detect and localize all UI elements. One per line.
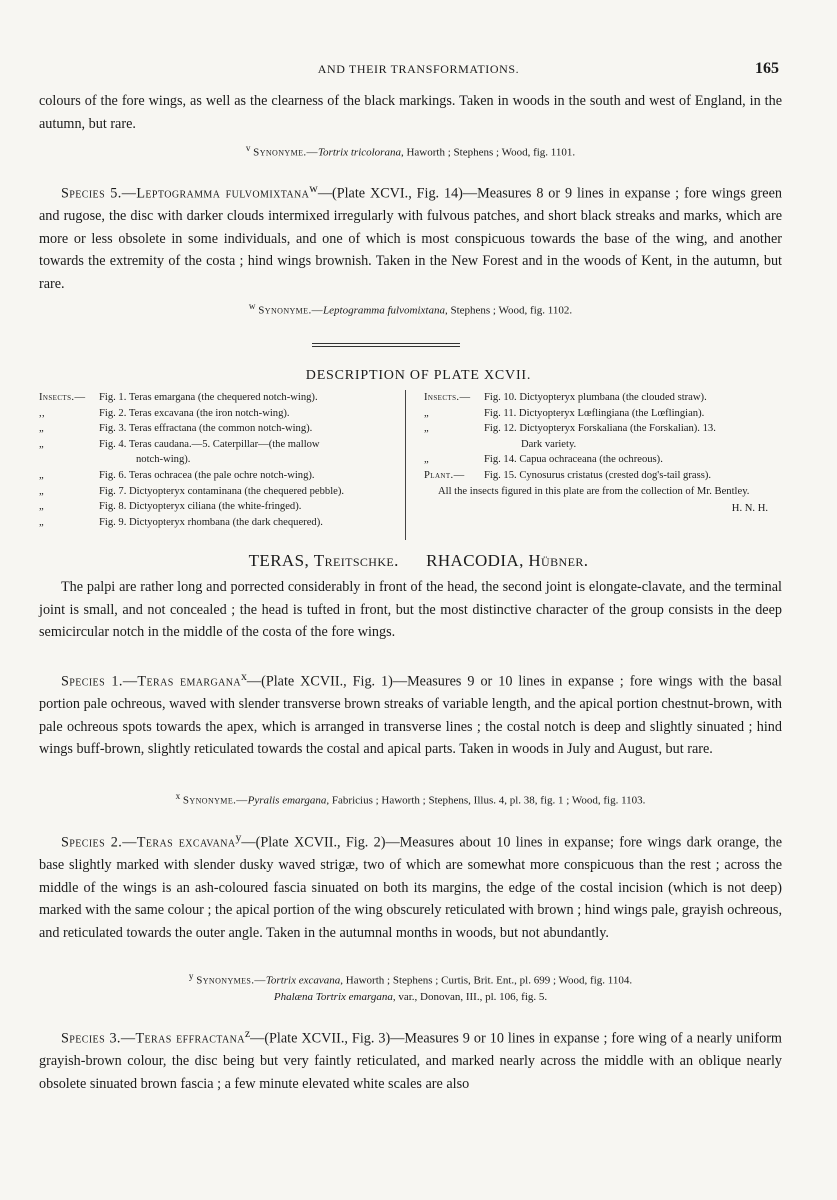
species-mark: w <box>309 181 318 195</box>
footnote-line <box>39 968 782 989</box>
footnote-name: Tortrix tricolorana <box>317 146 401 159</box>
footnote-rest: , Haworth ; Stephens ; Wood, fig. 1101. <box>400 146 576 159</box>
plate-figure-prefix: Insects.— <box>424 392 471 403</box>
plate-figure-item <box>424 452 782 468</box>
plate-figure-text: Fig. 12. Dictyopteryx Forskaliana (the Forskalian). 13. <box>484 423 716 435</box>
plate-figure-item <box>39 468 401 484</box>
plate-figure-prefix: Plant.— <box>424 469 465 481</box>
species-lead: Species 3.— <box>61 1030 136 1047</box>
footnote-name: Tortrix excavana <box>265 974 341 987</box>
plate-figure-item <box>424 406 782 422</box>
plate-figure-prefix: Insects.— <box>39 392 86 403</box>
plate-figure-text: Fig. 7. Dictyopteryx contaminana (the chequered pebble). <box>99 485 345 497</box>
footnote-label: Synonyme.— <box>253 146 318 159</box>
plate-figure-prefix: „ <box>424 407 430 419</box>
plate-figure-text: Fig. 11. Dictyopteryx Lœflingiana (the Lœflingian). <box>484 407 705 419</box>
footnote-name: Leptogramma fulvomixtana <box>323 304 445 317</box>
plate-figure-item <box>39 484 401 500</box>
plate-figure-text: Fig. 9. Dictyopteryx rhombana (the dark chequered). <box>99 516 323 528</box>
plate-figure-text: Fig. 10. Dictyopteryx plumbana (the clouded straw). <box>484 392 707 403</box>
footnote-mark: v <box>245 143 251 153</box>
plate-figure-prefix: „ <box>424 423 430 435</box>
plate-figure-text: Fig. 15. Cynosurus cristatus (crested dog's-tail grass). <box>484 469 711 481</box>
species-1-paragraph <box>39 665 782 761</box>
plate-figure-text: Fig. 2. Teras excavana (the iron notch-wing). <box>99 407 290 419</box>
species-mark: x <box>241 669 247 683</box>
plate-figure-prefix: „ <box>39 501 45 513</box>
footnote-mark: w <box>248 301 256 311</box>
species-name: Teras effractana <box>135 1030 245 1047</box>
species-3-paragraph <box>39 1022 782 1095</box>
plate-figure-text: Fig. 1. Teras emargana (the chequered notch-wing). <box>99 392 318 403</box>
footnote-mark: y <box>188 971 194 981</box>
species-2-paragraph <box>39 826 782 944</box>
genus-text: The palpi are rather long and porrected considerably in front of the head, the second joint is elongate-clavate, and the terminal joint is small, and not concealed ; the head is tufted in front, but the most distinctive character of the group consists in the deep semicircular notch in the middle of the costa of the fore wings. <box>39 579 782 640</box>
plate-figure-text: Fig. 3. Teras effractana (the common notch-wing). <box>99 423 313 435</box>
footnote-y <box>39 968 782 1005</box>
plate-figure-text: Fig. 8. Dictyopteryx ciliana (the white-fringed). <box>99 501 302 513</box>
species-name: Leptogramma fulvomixtana <box>136 185 310 202</box>
section-divider <box>312 343 460 344</box>
plate-figure-prefix: „ <box>39 438 45 450</box>
section-divider <box>312 346 460 347</box>
plate-list-left <box>39 390 406 540</box>
footnote-label: Synonyme.— <box>258 304 324 317</box>
footnote-w <box>39 298 782 319</box>
species-5-paragraph <box>39 177 782 295</box>
species-mark: y <box>235 830 242 844</box>
footnote-rest: , Haworth ; Stephens ; Curtis, Brit. Ent., pl. 699 ; Wood, fig. 1104. <box>340 974 633 987</box>
footnote-name: Phalæna Tortrix emargana <box>273 990 393 1003</box>
page-header <box>0 60 837 80</box>
genus-paragraph <box>39 576 782 644</box>
species-text: —(Plate XCVII., Fig. 3)—Measures 9 or 10 lines in expanse ; fore wing of a nearly uniform grayish-brown colour, the disc being but very faintly reticulated, and marked nearly across the middle with an oblique nearly obsolete sinuated brown fascia ; a few minute elevated white scales are also <box>39 1030 782 1092</box>
species-text: —(Plate XCVII., Fig. 2)—Measures about 10 lines in expanse; fore wings dark orange, the base slightly marked with slender dusky waved strigæ, two of which are somewhat more conspicuous than the rest ; across the middle of the wings is an ash-coloured fascia sinuated on both its margins, the edge of the costal incision (which is not deep) marked with the same colour ; the apical portion of the wing obscurely reticulated with brown ; hind wings pale, grayish ochreous, and reticulated towards the outer angle. Taken in the autumnal months in woods, but not abundantly. <box>39 834 782 941</box>
footnote-x <box>39 788 782 809</box>
footnote-rest: , var., Donovan, III., pl. 106, fig. 5. <box>392 990 548 1003</box>
plate-figure-text: Dark variety. <box>521 438 577 450</box>
plate-figure-prefix: „ <box>39 469 45 481</box>
plate-figure-item <box>39 406 401 422</box>
genus-synonym-author: Hübner. <box>528 551 589 570</box>
species-text: —(Plate XCVI., Fig. 14)—Measures 8 or 9 lines in expanse ; fore wings green and rugose, the disc with darker clouds intermixed irregularly with fulvous patches, and short black streaks and marks, which are more or less obsolete in some individuals, and one of which is most conspicuous towards the base of the wing, and another towards the extremity of the costa ; hind wings brownish. Taken in the New Forest and in the woods of Kent, in the autumn, but rare. <box>39 185 782 292</box>
species-lead: Species 5.— <box>61 185 137 202</box>
plate-description-title: DESCRIPTION OF PLATE XCVII. <box>305 368 532 383</box>
plate-figure-prefix: „ <box>39 423 45 435</box>
genus-synonym: RHACODIA, <box>426 551 524 570</box>
plate-figure-prefix: ,, <box>39 407 46 419</box>
plate-figure-prefix: „ <box>39 485 45 497</box>
intro-text: colours of the fore wings, as well as the clearness of the black markings. Taken in woods in the south and west of England, in the autumn, but rare. <box>39 93 782 132</box>
plate-figure-text: Fig. 4. Teras caudana.—5. Caterpillar—(the mallow <box>99 438 320 450</box>
plate-figure-text: notch-wing). <box>136 454 191 466</box>
plate-figure-text: Fig. 6. Teras ochracea (the pale ochre notch-wing). <box>99 469 315 481</box>
plate-figure-prefix: „ <box>39 516 45 528</box>
genus-name: TERAS, <box>248 551 310 570</box>
footnote-rest: , Fabricius ; Haworth ; Stephens, Illus. 4, pl. 38, fig. 1 ; Wood, fig. 1103. <box>326 794 646 807</box>
plate-figure-item <box>424 468 782 484</box>
species-name: Teras excavana <box>136 834 236 851</box>
footnote-v <box>39 140 782 161</box>
plate-list-right <box>424 390 782 517</box>
plate-figure-item <box>424 421 782 437</box>
genus-author: Treitschke. <box>313 551 399 570</box>
plate-figure-item <box>39 499 401 515</box>
footnote-line <box>39 989 782 1005</box>
genus-heading <box>0 551 837 571</box>
footnote-label: Synonymes.— <box>196 974 266 987</box>
plate-figure-item <box>424 437 782 453</box>
footnote-rest: , Stephens ; Wood, fig. 1102. <box>444 304 573 317</box>
species-lead: Species 2.— <box>61 834 137 851</box>
plate-note: All the insects figured in this plate are from the collection of Mr. Bentley. <box>438 485 750 497</box>
footnote-mark: x <box>175 791 181 801</box>
plate-figure-item <box>39 421 401 437</box>
plate-figure-item <box>39 390 401 406</box>
plate-figure-text: Fig. 14. Capua ochraceana (the ochreous). <box>484 454 663 466</box>
plate-figure-item <box>424 390 782 406</box>
species-lead: Species 1.— <box>61 673 138 690</box>
footnote-label: Synonyme.— <box>182 794 248 807</box>
footnote-name: Pyralis emargana <box>247 794 327 807</box>
species-name: Teras emargana <box>137 673 241 690</box>
species-mark: z <box>244 1026 251 1040</box>
page-number: 165 <box>755 60 779 77</box>
plate-figure-item <box>39 515 401 531</box>
author-initials: H. N. H. <box>731 503 768 515</box>
plate-figure-item <box>39 452 401 468</box>
intro-paragraph <box>39 90 782 135</box>
running-head: AND THEIR TRANSFORMATIONS. <box>317 62 520 76</box>
species-text: —(Plate XCVII., Fig. 1)—Measures 9 or 10 lines in expanse ; fore wings with the basal portion pale ochreous, waved with slender transverse brown streaks of variable length, and the apical portion chestnut-brown, with pale ochreous spots towards the apex, which is arranged in transverse lines ; the costal notch is deep and slightly sinuated ; hind wings buff-brown, slightly reticulated towards the costal and apical parts. Taken in woods in July and August, but rare. <box>39 673 782 758</box>
plate-figure-item <box>39 437 401 453</box>
plate-figure-prefix: „ <box>424 454 430 466</box>
